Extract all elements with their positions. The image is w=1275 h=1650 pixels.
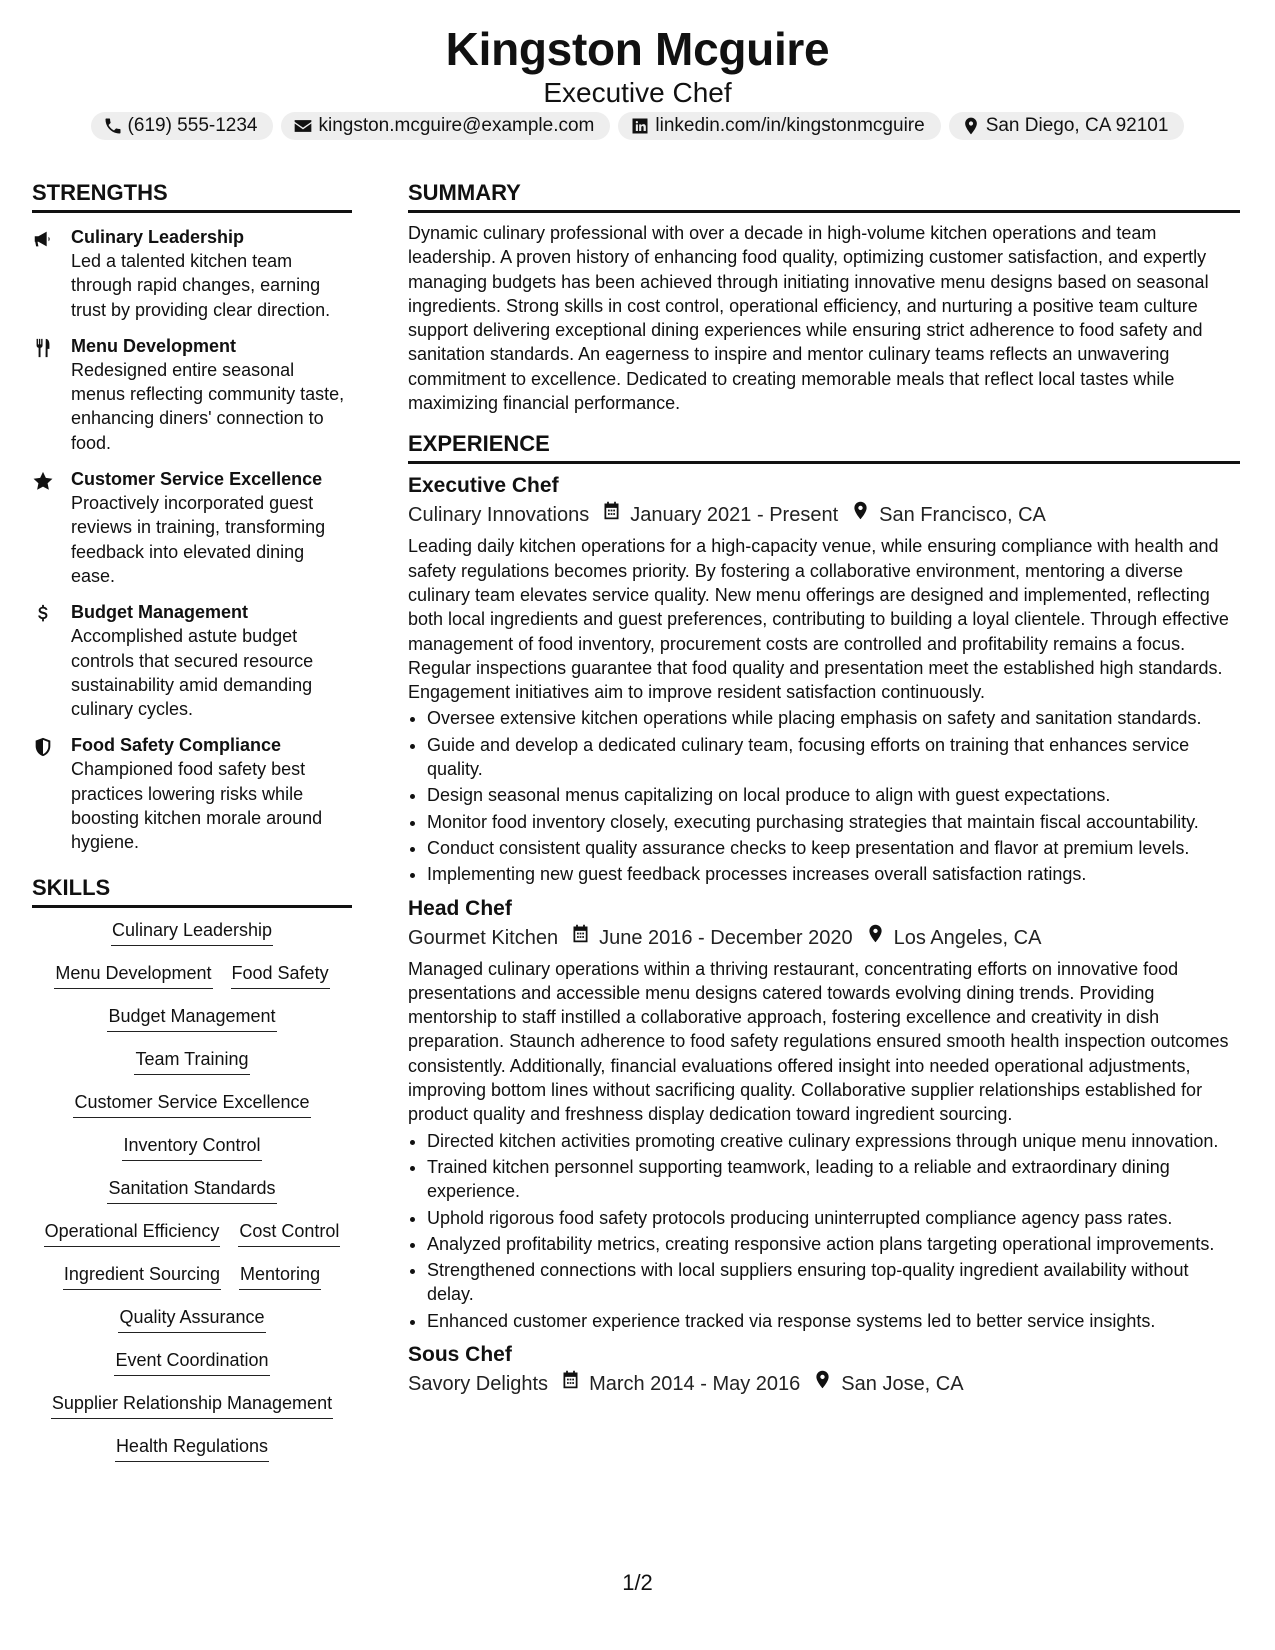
megaphone-icon [32,228,54,250]
skill-tag: Ingredient Sourcing [63,1262,221,1290]
skill-tag: Quality Assurance [118,1305,265,1333]
job-company: Culinary Innovations [408,504,590,527]
candidate-name: Kingston Mcguire [445,23,830,75]
strength-title: Food Safety Compliance [71,735,282,756]
skill-tag: Customer Service Excellence [73,1090,310,1118]
skill-row [32,1047,352,1075]
location-icon-wrap [865,923,886,953]
strength-item [32,600,352,721]
strength-description: Accomplished astute budget controls that secured resource sustainability amid demanding culinary cycles. [71,626,314,720]
strength-body [71,334,352,455]
strength-title: Menu Development [71,335,237,356]
strength-description: Championed food safety best practices lowering risks while boosting kitchen morale around hygiene. [71,759,323,853]
job-bullet: • Directed kitchen activities promoting creative culinary expressions through unique menu innovation. [427,1129,1240,1153]
job-bullets [408,706,1240,886]
skill-tag: Inventory Control [122,1133,261,1161]
contact-text: (619) 555-1234 [127,115,258,136]
job-bullet: • Design seasonal menus capitalizing on local produce to align with guest expectations. [427,783,1240,807]
job-dates: January 2021 - Present [630,504,839,527]
job-meta [408,923,1240,953]
skill-tag: Event Coordination [114,1348,269,1376]
contact-bar [0,112,1275,140]
right-column [408,178,1240,1399]
skills-list [32,918,352,1462]
strength-description: Led a talented kitchen team through rapid changes, earning trust by providing clear direction. [71,251,331,320]
skill-tag: Budget Management [107,1004,276,1032]
job-company: Savory Delights [408,1372,549,1395]
calendar-icon [560,1369,581,1390]
skill-row [32,918,352,946]
job-bullet: • Enhanced customer experience tracked via response systems led to better service insights. [427,1309,1240,1333]
skill-tag: Team Training [134,1047,249,1075]
skill-row [32,1348,352,1376]
job-bullet: • Strengthened connections with local suppliers ensuring top-quality ingredient availability without delay. [427,1258,1240,1307]
job-bullet: • Analyzed profitability metrics, creating responsive action plans targeting operational improvements. [427,1232,1240,1256]
job-dates: June 2016 - December 2020 [599,926,853,949]
job-title: Executive Chef [408,474,559,498]
strength-item [32,733,352,854]
job-bullet: • Oversee extensive kitchen operations while placing emphasis on safety and sanitation standards. [427,706,1240,730]
candidate-title: Executive Chef [543,77,732,108]
skill-tag: Food Safety [231,961,330,989]
skill-tag: Mentoring [239,1262,321,1290]
experience-heading: EXPERIENCE [408,429,1240,464]
shield-icon [32,736,54,758]
star-icon [32,470,54,492]
strength-icon-wrap [32,467,71,588]
resume-header [0,22,1275,110]
skills-heading: SKILLS [32,873,352,908]
strength-icon-wrap [32,733,71,854]
job-description: Managed culinary operations within a thriving restaurant, concentrating efforts on innovative food presentations and accessible menu designs catered towards evolving dining trends. Providing mentorship to staff instilled a collaborative approach, fostering excellence and creativity in dish preparation. Staunch adherence to food safety regulations ensured smooth health inspection outcomes consistently. Additionally, financial evaluations offered insight into needed operational adjustments, improving bottom lines without sacrificing quality. Collaborative supplier relationships established for product quality and freshness display dedication toward ingredient sourcing. [408,958,1229,1125]
job-title: Head Chef [408,896,512,920]
job-bullet: • Trained kitchen personnel supporting teamwork, leading to a reliable and extraordinary dining experience. [427,1155,1240,1204]
strength-title: Culinary Leadership [71,227,245,247]
utensils-icon [32,337,54,359]
contact-phone[interactable] [91,112,274,140]
job-dates: March 2014 - May 2016 [589,1372,801,1395]
job-title: Sous Chef [408,1342,512,1366]
skill-row [32,1133,352,1161]
job-bullet: • Guide and develop a dedicated culinary team, focusing efforts on training that enhances service quality. [427,733,1240,782]
strength-body [71,733,352,854]
strength-body [71,467,352,588]
map-pin-icon [961,116,981,136]
strength-item [32,334,352,455]
summary-text: Dynamic culinary professional with over a decade in high-volume kitchen operations and team leadership. A proven history of enhancing food quality, optimizing customer satisfaction, and expertly managing budgets has been achieved through initiating innovative menu designs based on seasonal ingredients. Strong skills in cost control, operational efficiency, and nurturing a positive team culture support delivering exceptional dining experiences while ensuring strict adherence to food safety and sanitation standards. An eagerness to inspire and mentor culinary teams reflects an unwavering commitment to excellence. Dedicated to creating memorable meals that reflect local tastes while maximizing financial performance. [408,223,1209,414]
page-number: 1/2 [622,1570,653,1595]
job-location: San Francisco, CA [879,504,1046,527]
skill-tag: Operational Efficiency [44,1219,221,1247]
skill-tag: Health Regulations [115,1434,269,1462]
strengths-heading: STRENGTHS [32,178,352,213]
job-entry [408,472,1240,886]
location-icon-wrap [812,1369,833,1399]
strength-item [32,225,352,322]
skill-row [32,1176,352,1204]
calendar-icon [601,500,622,521]
left-column [32,178,352,1477]
job-bullet: • Monitor food inventory closely, executing purchasing strategies that maintain fiscal accountability. [427,810,1240,834]
strength-item [32,467,352,588]
job-description: Leading daily kitchen operations for a high-capacity venue, while ensuring compliance with health and safety regulations becomes priority. By fostering a collaborative environment, mentoring a diverse culinary team elevates service quality. New menu offerings are designed and implemented, reflecting both local ingredients and guest preferences, contributing to building a loyal clientele. Through effective management of food inventory, procurement costs are controlled and profitability remains a focus. Regular inspections guarantee that food quality and presentation meet the established high standards. Engagement initiatives aim to improve resident satisfaction continuously. [408,536,1229,703]
experience-list [408,472,1240,1399]
skill-row [32,1391,352,1419]
contact-map-pin[interactable] [949,112,1185,140]
strength-icon-wrap [32,600,71,721]
linkedin-icon [630,116,650,136]
skill-row [32,1219,352,1247]
calendar-icon-wrap [570,923,591,953]
strength-body [71,600,352,721]
location-pin-icon [865,923,886,944]
contact-text: linkedin.com/in/kingstonmcguire [655,115,925,136]
location-pin-icon [850,500,871,521]
location-pin-icon [812,1369,833,1390]
phone-icon [103,116,123,136]
strength-description: Redesigned entire seasonal menus reflecting community taste, enhancing diners' connection to food. [71,359,345,453]
skill-tag: Sanitation Standards [107,1176,276,1204]
skill-row [32,1004,352,1032]
skill-tag: Cost Control [238,1219,340,1247]
skill-tag: Culinary Leadership [111,918,273,946]
envelope-icon [293,116,313,136]
strength-body [71,225,352,322]
job-entry [408,895,1240,1333]
location-icon-wrap [850,500,871,530]
skill-tag: Menu Development [54,961,212,989]
job-bullet: • Implementing new guest feedback processes increases overall satisfaction ratings. [427,862,1240,886]
skill-row [32,1262,352,1290]
job-bullet: • Conduct consistent quality assurance checks to keep presentation and flavor at premium levels. [427,836,1240,860]
strength-icon-wrap [32,225,71,322]
job-meta [408,500,1240,530]
skill-tag: Supplier Relationship Management [51,1391,333,1419]
contact-text: kingston.mcguire@example.com [318,115,595,136]
job-location: San Jose, CA [841,1372,964,1395]
job-company: Gourmet Kitchen [408,926,559,949]
skill-row [32,1090,352,1118]
strength-icon-wrap [32,334,71,455]
job-location: Los Angeles, CA [893,926,1042,949]
calendar-icon-wrap [601,500,622,530]
strength-title: Budget Management [71,602,249,623]
summary-heading: SUMMARY [408,178,1240,213]
job-bullets [408,1129,1240,1333]
contact-linkedin[interactable] [618,112,940,140]
strengths-list [32,225,352,855]
skill-row [32,1434,352,1462]
contact-envelope[interactable] [281,112,610,140]
calendar-icon-wrap [560,1369,581,1399]
dollar-icon [32,603,54,625]
calendar-icon [570,923,591,944]
skill-row [32,1305,352,1333]
job-meta [408,1369,1240,1399]
job-bullet: • Uphold rigorous food safety protocols producing uninterrupted compliance agency pass rates. [427,1206,1240,1230]
contact-text: San Diego, CA 92101 [985,115,1169,136]
strength-description: Proactively incorporated guest reviews in training, transforming feedback into elevated dining ease. [71,493,326,586]
job-entry [408,1341,1240,1399]
strength-title: Customer Service Excellence [71,469,323,490]
skill-row [32,961,352,989]
